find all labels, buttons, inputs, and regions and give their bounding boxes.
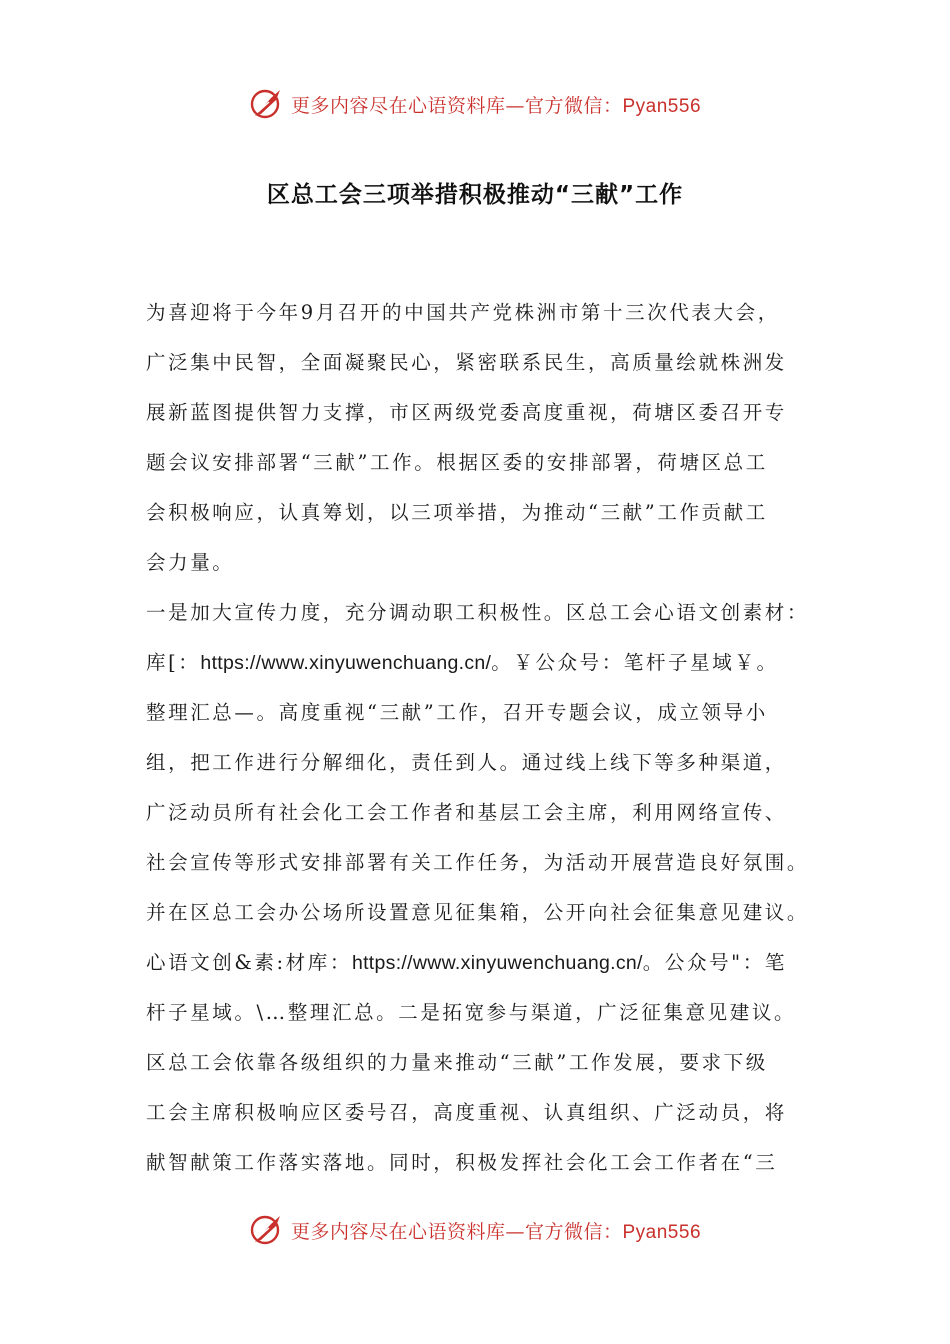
header-banner-label: 更多内容尽在心语资料库—官方微信： <box>290 94 623 117</box>
line-segment: 库[： <box>146 651 201 674</box>
line-segment: 杆子星域。\…整理汇总。二是拓宽参与渠道，广泛征集意见建议。 <box>146 1001 797 1024</box>
line-segment: 题会议安排部署“三献”工作。根据区委的安排部署，荷塘区总工 <box>146 451 768 474</box>
footer-banner-text <box>291 1217 701 1244</box>
text-line <box>146 1043 826 1093</box>
document-body <box>146 293 826 1193</box>
text-line <box>146 443 826 493</box>
line-segment: 会积极响应，认真筹划，以三项举措，为推动“三献”工作贡献工 <box>146 501 768 524</box>
text-line <box>146 993 826 1043</box>
line-segment: 社会宣传等形式安排部署有关工作任务，为活动开展营造良好氛围。 <box>146 851 810 874</box>
line-segment: 并在区总工会办公场所设置意见征集箱，公开向社会征集意见建议。 <box>146 901 810 924</box>
line-segment: 献智献策工作落实落地。同时，积极发挥社会化工会工作者在“三 <box>146 1151 778 1174</box>
text-line <box>146 343 826 393</box>
text-line <box>146 943 826 993</box>
footer-banner-label: 更多内容尽在心语资料库—官方微信： <box>290 1220 623 1243</box>
text-line <box>146 643 826 693</box>
text-line <box>146 393 826 443</box>
line-segment: 展新蓝图提供智力支撑，市区两级党委高度重视，荷塘区委召开专 <box>146 401 787 424</box>
line-segment: 心语文创&素:材库： <box>146 951 352 974</box>
header-banner-id: Pyan556 <box>622 95 702 117</box>
text-line <box>146 743 826 793</box>
url-text: https://www.xinyuwenchuang.cn/ <box>351 952 643 974</box>
line-segment: 。公众号"：笔 <box>642 951 787 974</box>
quill-logo-icon <box>249 1212 285 1248</box>
text-line <box>146 593 826 643</box>
footer-banner <box>0 1210 950 1250</box>
url-text: https://www.xinyuwenchuang.cn/ <box>200 652 492 674</box>
text-line <box>146 1093 826 1143</box>
line-segment: 广泛动员所有社会化工会工作者和基层工会主席，利用网络宣传、 <box>146 801 787 824</box>
text-line <box>146 793 826 843</box>
header-banner-text <box>291 91 701 118</box>
quill-logo-icon <box>249 86 285 122</box>
line-segment: 工会主席积极响应区委号召，高度重视、认真组织、广泛动员，将 <box>146 1101 787 1124</box>
text-line <box>146 493 826 543</box>
text-line <box>146 293 826 343</box>
line-segment: 组，把工作进行分解细化，责任到人。通过线上线下等多种渠道， <box>146 751 787 774</box>
line-segment: 广泛集中民智，全面凝聚民心，紧密联系民生，高质量绘就株洲发 <box>146 351 787 374</box>
header-banner <box>0 84 950 124</box>
line-segment: 整理汇总—。高度重视“三献”工作，召开专题会议，成立领导小 <box>146 701 768 724</box>
line-segment: 为喜迎将于今年9月召开的中国共产党株洲市第十三次代表大会， <box>146 301 780 324</box>
line-segment: 会力量。 <box>146 551 235 574</box>
text-line <box>146 893 826 943</box>
text-line <box>146 843 826 893</box>
line-segment: 一是加大宣传力度，充分调动职工积极性。区总工会心语文创素材： <box>146 601 810 624</box>
text-line <box>146 543 826 593</box>
text-line <box>146 1143 826 1193</box>
footer-banner-id: Pyan556 <box>622 1221 702 1243</box>
line-segment: 。￥公众号：笔杆子星域￥。 <box>491 651 779 674</box>
document-title: 区总工会三项举措积极推动“三献”工作 <box>266 182 684 208</box>
line-segment: 区总工会依靠各级组织的力量来推动“三献”工作发展，要求下级 <box>146 1051 768 1074</box>
text-line <box>146 693 826 743</box>
